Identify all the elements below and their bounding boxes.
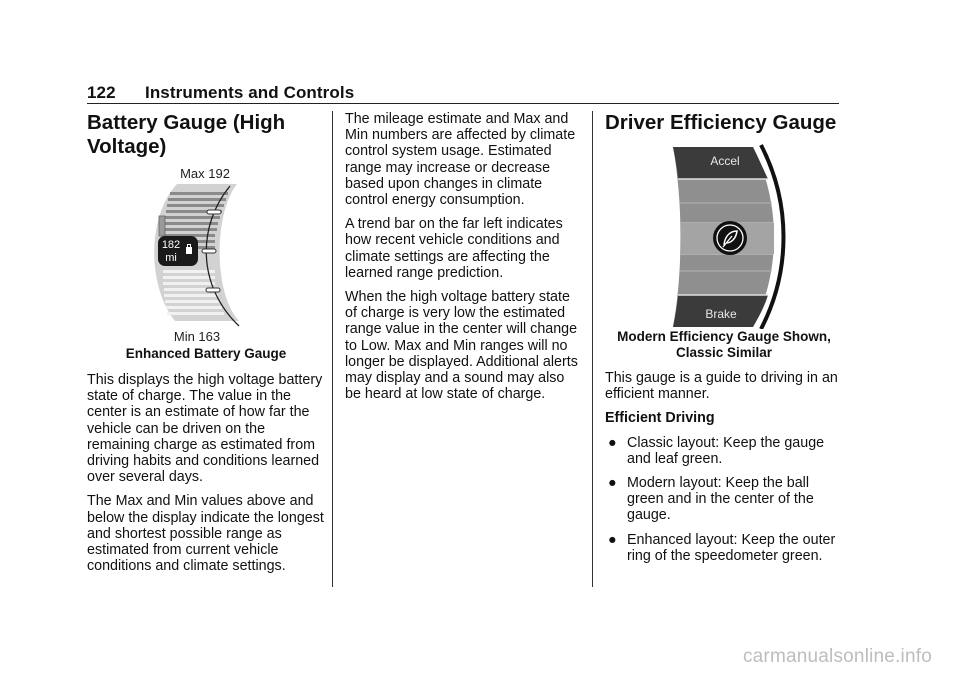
list-item-text: Modern layout: Keep the ball green and in the center of the gauge. xyxy=(627,475,814,524)
min-range-label: Min 163 xyxy=(173,329,221,344)
paragraph: The Max and Min values above and below the display indicate the longest and shortest possible range as estimated from current vehicle conditions and climate settings. xyxy=(87,493,324,575)
battery-gauge-heading: Battery Gauge (High Voltage) xyxy=(87,111,286,158)
watermark: carmanualsonline.info xyxy=(742,646,932,667)
battery-gauge-figure xyxy=(87,166,325,346)
efficiency-gauge-illustration xyxy=(605,143,845,329)
bullet-icon: ● xyxy=(608,531,617,548)
section-title: Instruments and Controls xyxy=(145,83,355,102)
column-2 xyxy=(345,111,583,410)
trend-bar xyxy=(159,216,165,236)
efficiency-gauge-caption: Modern Efficiency Gauge Shown, Classic Similar xyxy=(617,329,831,360)
list-item-text: Classic layout: Keep the gauge and leaf green. xyxy=(627,434,825,467)
paragraph: This displays the high voltage battery state of charge. The value in the center is an estimate of how far the vehicle can be driven on the remaining charge as estimated from driving habits and conditions learned over several days. xyxy=(87,372,323,486)
efficient-driving-subheading: Efficient Driving xyxy=(605,410,715,427)
column-divider xyxy=(592,111,593,587)
column-1 xyxy=(87,111,325,582)
list-item xyxy=(605,435,845,467)
range-value: 182 xyxy=(161,239,181,251)
page-number: 122 xyxy=(87,83,116,102)
list-item-text: Enhanced layout: Keep the outer ring of the speedometer green. xyxy=(627,531,836,564)
battery-gauge-illustration xyxy=(87,166,325,346)
range-unit: mi xyxy=(165,252,177,264)
column-divider xyxy=(332,111,333,587)
bullet-icon: ● xyxy=(608,434,617,451)
efficiency-gauge-heading: Driver Efficiency Gauge xyxy=(605,111,837,134)
list-item xyxy=(605,475,845,524)
efficiency-gauge-figure xyxy=(605,143,845,329)
brake-label: Brake xyxy=(705,307,737,321)
max-range-label: Max 192 xyxy=(180,166,230,181)
battery-gauge-caption: Enhanced Battery Gauge xyxy=(125,346,287,361)
paragraph: This gauge is a guide to driving in an efficient manner. xyxy=(605,370,838,403)
leaf-icon xyxy=(713,221,747,255)
list-item xyxy=(605,532,845,564)
paragraph: A trend bar on the far left indicates how recent vehicle conditions and climate settings are affecting the learned range prediction. xyxy=(345,216,563,281)
bullet-icon: ● xyxy=(608,475,617,492)
paragraph: When the high voltage battery state of charge is very low the estimated range value in the center will change to Low. Max and Min ranges will no longer be displayed. Additional alerts may display and a sound may also be heard at low state of charge. xyxy=(345,289,578,403)
column-3 xyxy=(605,111,845,572)
paragraph: The mileage estimate and Max and Min numbers are affected by climate control system usage. Estimated range may increase or decrease based upon changes in climate control energy consumption. xyxy=(345,111,576,209)
header-rule xyxy=(87,103,839,104)
page-header xyxy=(87,83,839,105)
accel-label: Accel xyxy=(710,154,740,168)
